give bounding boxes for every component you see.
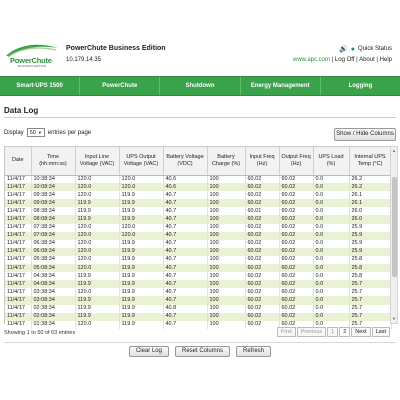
display-label: Display (4, 129, 24, 136)
table-cell: 11/4/17 (5, 272, 31, 280)
table-cell: 0.0 (313, 305, 349, 313)
table-cell: 40.7 (163, 272, 207, 280)
table-cell: 60.02 (279, 256, 313, 264)
column-header[interactable]: Date (5, 147, 31, 175)
about-link[interactable]: About (359, 57, 375, 63)
table-cell: 60.02 (245, 288, 279, 296)
table-row (5, 272, 391, 280)
table-cell: 0.0 (313, 272, 349, 280)
table-cell: 60.02 (245, 305, 279, 313)
nav-item-powerchute[interactable]: PowerChute (80, 77, 160, 95)
table-cell: 40.6 (163, 183, 207, 191)
table-cell: 119.9 (119, 199, 163, 207)
first-page-button[interactable]: First (277, 327, 296, 337)
table-cell: 119.9 (75, 207, 119, 215)
table-cell: 60.02 (245, 296, 279, 304)
table-cell: 119.9 (119, 305, 163, 313)
table-cell: 11/4/17 (5, 175, 31, 183)
table-cell: 11/4/17 (5, 296, 31, 304)
table-cell: 11/4/17 (5, 232, 31, 240)
table-cell: 119.9 (75, 215, 119, 223)
table-row (5, 199, 391, 207)
table-cell: 100 (207, 207, 245, 215)
action-buttons (0, 346, 400, 357)
logo-subtext: BUSINESS EDITION (18, 64, 47, 68)
table-cell: 60.02 (279, 288, 313, 296)
table-cell: 100 (207, 305, 245, 313)
table-cell: 119.9 (119, 264, 163, 272)
table-cell: 25.8 (349, 256, 391, 264)
table-cell: 40.7 (163, 232, 207, 240)
quick-status[interactable] (339, 45, 392, 53)
table-cell: 0.0 (313, 175, 349, 183)
table-cell: 60.02 (279, 280, 313, 288)
table-cell: 60.02 (279, 191, 313, 199)
table-cell: 119.9 (119, 215, 163, 223)
table-cell: 60.02 (279, 313, 313, 321)
table-cell: 0.0 (313, 296, 349, 304)
table-cell: 0.0 (313, 248, 349, 256)
table-cell: 60.02 (245, 199, 279, 207)
table-cell: 100 (207, 240, 245, 248)
table-cell: 11/4/17 (5, 280, 31, 288)
table-cell: 120.0 (75, 248, 119, 256)
table-cell: 119.9 (119, 272, 163, 280)
table-cell: 04:08:34 (31, 280, 75, 288)
table-cell: 120.0 (75, 183, 119, 191)
table-cell: 100 (207, 288, 245, 296)
status-icon: ● (350, 45, 355, 53)
table-cell: 40.7 (163, 199, 207, 207)
table-cell: 119.9 (119, 248, 163, 256)
column-header[interactable]: UPS Output Voltage (VAC) (119, 147, 163, 175)
table-cell: 119.9 (75, 280, 119, 288)
table-row (5, 191, 391, 199)
data-log-table (4, 146, 390, 328)
divider (4, 117, 396, 118)
table-cell: 60.02 (245, 191, 279, 199)
table-row (5, 215, 391, 223)
table-cell: 100 (207, 183, 245, 191)
per-page-select[interactable] (27, 128, 45, 137)
table-cell: 08:08:34 (31, 215, 75, 223)
table-cell: 40.7 (163, 224, 207, 232)
table-cell: 02:08:34 (31, 313, 75, 321)
page-1-button[interactable]: 1 (327, 327, 338, 337)
divider (4, 342, 396, 343)
table-cell: 11/4/17 (5, 183, 31, 191)
table-cell: 60.02 (279, 207, 313, 215)
table-cell: 60.02 (279, 232, 313, 240)
table-cell: 60.02 (279, 248, 313, 256)
clear-log-button[interactable]: Clear Log (129, 346, 169, 357)
table-cell: 60.02 (279, 264, 313, 272)
scroll-down-icon[interactable]: ▼ (392, 316, 396, 321)
table-cell: 60.02 (279, 305, 313, 313)
table-cell: 120.0 (75, 175, 119, 183)
table-cell: 119.9 (119, 313, 163, 321)
scroll-up-icon[interactable]: ▲ (392, 148, 396, 153)
table-cell: 120.0 (119, 175, 163, 183)
table-cell: 11/4/17 (5, 207, 31, 215)
table-cell: 40.7 (163, 321, 207, 329)
table-row (5, 175, 391, 183)
table-cell: 60.02 (279, 224, 313, 232)
table-cell: 0.0 (313, 240, 349, 248)
scroll-thumb[interactable] (392, 177, 397, 277)
table-cell: 120.0 (75, 256, 119, 264)
table-cell: 0.0 (313, 280, 349, 288)
table-cell: 100 (207, 321, 245, 329)
app-title: PowerChute Business Edition (66, 45, 166, 52)
table-cell: 25.7 (349, 313, 391, 321)
table-cell: 119.9 (75, 272, 119, 280)
log-off-link[interactable]: Log Off (334, 57, 355, 63)
entries-per-page-control (4, 128, 91, 137)
table-cell: 09:38:34 (31, 191, 75, 199)
table-cell: 60.02 (279, 199, 313, 207)
table-cell: 40.7 (163, 264, 207, 272)
table-cell: 60.02 (245, 256, 279, 264)
table-cell: 11/4/17 (5, 256, 31, 264)
table-cell: 60.02 (245, 280, 279, 288)
table-cell: 11/4/17 (5, 199, 31, 207)
table-cell: 100 (207, 215, 245, 223)
table-cell: 40.7 (163, 280, 207, 288)
table-cell: 11/4/17 (5, 305, 31, 313)
table-cell: 60.02 (279, 321, 313, 329)
table-cell: 60.02 (279, 215, 313, 223)
table-cell: 25.7 (349, 288, 391, 296)
table-row (5, 305, 391, 313)
table-cell: 60.02 (245, 264, 279, 272)
refresh-button[interactable]: Refresh (236, 346, 271, 357)
ip-address: 10.179.14.35 (66, 57, 102, 63)
table-cell: 60.02 (245, 272, 279, 280)
table-cell: 120.0 (75, 240, 119, 248)
table-cell: 02:38:34 (31, 305, 75, 313)
entries-per-page-label: entries per page (47, 129, 92, 136)
table-row (5, 232, 391, 240)
table-cell: 0.0 (313, 183, 349, 191)
table-cell: 11/4/17 (5, 248, 31, 256)
apc-site-link[interactable]: www.apc.com (293, 57, 331, 63)
page-title: Data Log (4, 106, 39, 115)
table-cell: 119.9 (119, 207, 163, 215)
header-links: www.apc.com | Log Off | About | Help (293, 57, 392, 63)
table-cell: 26.0 (349, 215, 391, 223)
powerchute-logo (4, 42, 60, 68)
table-cell: 26.0 (349, 207, 391, 215)
table-cell: 119.9 (75, 296, 119, 304)
table-cell: 10:08:34 (31, 183, 75, 191)
table-cell: 119.9 (119, 296, 163, 304)
page-2-button[interactable]: 2 (339, 327, 350, 337)
table-cell: 40.6 (163, 175, 207, 183)
table-body (5, 175, 391, 329)
table-cell: 25.7 (349, 321, 391, 329)
table-cell: 120.0 (119, 183, 163, 191)
quick-status-label[interactable]: Quick Status (357, 46, 392, 52)
table-cell: 08:38:34 (31, 207, 75, 215)
table-cell: 26.2 (349, 175, 391, 183)
table-cell: 04:38:34 (31, 272, 75, 280)
table-cell: 25.7 (349, 280, 391, 288)
table-cell: 119.9 (119, 191, 163, 199)
table-cell: 60.02 (245, 248, 279, 256)
table-cell: 11/4/17 (5, 264, 31, 272)
table-cell: 05:38:34 (31, 256, 75, 264)
table-cell: 60.02 (245, 175, 279, 183)
table-cell: 119.9 (119, 288, 163, 296)
table-row (5, 183, 391, 191)
table-cell: 01:38:34 (31, 321, 75, 329)
table-cell: 100 (207, 264, 245, 272)
table-cell: 0.0 (313, 207, 349, 215)
table-cell: 60.02 (245, 224, 279, 232)
table-cell: 120.0 (75, 264, 119, 272)
table-row (5, 256, 391, 264)
table-cell: 0.0 (313, 321, 349, 329)
table-cell: 100 (207, 296, 245, 304)
table-cell: 03:08:34 (31, 296, 75, 304)
table-cell: 60.02 (279, 175, 313, 183)
table-cell: 0.0 (313, 288, 349, 296)
app-header (0, 0, 400, 76)
column-header[interactable]: Output Freq (Hz) (279, 147, 313, 175)
table-cell: 119.9 (75, 313, 119, 321)
table-cell: 100 (207, 280, 245, 288)
table-cell: 25.7 (349, 305, 391, 313)
table-cell: 40.7 (163, 248, 207, 256)
table-cell: 60.02 (245, 232, 279, 240)
table-cell: 40.7 (163, 207, 207, 215)
table-cell: 25.7 (349, 296, 391, 304)
table-cell: 100 (207, 248, 245, 256)
table-cell: 11/4/17 (5, 240, 31, 248)
table-row (5, 288, 391, 296)
table-row (5, 248, 391, 256)
table-cell: 11/4/17 (5, 313, 31, 321)
column-header[interactable]: UPS Load (%) (313, 147, 349, 175)
reset-columns-button[interactable]: Reset Columns (175, 346, 230, 357)
table-cell: 05:08:34 (31, 264, 75, 272)
table-cell: 06:08:34 (31, 248, 75, 256)
table-cell: 100 (207, 256, 245, 264)
table-cell: 0.0 (313, 256, 349, 264)
table-cell: 60.02 (245, 183, 279, 191)
table-cell: 10:38:34 (31, 175, 75, 183)
main-nav (0, 76, 400, 96)
table-cell: 25.9 (349, 248, 391, 256)
table-cell: 11/4/17 (5, 215, 31, 223)
column-header[interactable]: Time (hh:mm:ss) (31, 147, 75, 175)
table-cell: 100 (207, 199, 245, 207)
table-cell: 40.7 (163, 313, 207, 321)
logo-text: PowerChute (10, 56, 52, 65)
table-cell: 0.0 (313, 191, 349, 199)
nav-item-energy-management[interactable]: Energy Management (241, 77, 321, 95)
table-cell: 40.7 (163, 191, 207, 199)
table-row (5, 296, 391, 304)
table-cell: 40.7 (163, 296, 207, 304)
table-cell: 40.7 (163, 288, 207, 296)
table-cell: 120.0 (75, 232, 119, 240)
table-cell: 100 (207, 272, 245, 280)
column-header[interactable]: Input Line Voltage (VAC) (75, 147, 119, 175)
table-cell: 100 (207, 191, 245, 199)
nav-item-shutdown[interactable]: Shutdown (160, 77, 240, 95)
table-cell: 0.0 (313, 224, 349, 232)
showing-entries-text: Showing 1 to 50 of 63 entries (4, 330, 76, 336)
table-cell: 0.0 (313, 264, 349, 272)
table-cell: 119.9 (119, 321, 163, 329)
nav-item-logging[interactable]: Logging (348, 83, 373, 89)
show-hide-columns-button[interactable]: Show / Hide Columns (334, 128, 396, 141)
table-cell: 26.1 (349, 199, 391, 207)
table-row (5, 264, 391, 272)
table-cell: 09:08:34 (31, 199, 75, 207)
table-cell: 100 (207, 232, 245, 240)
table-cell: 60.02 (245, 313, 279, 321)
table-cell: 119.9 (75, 199, 119, 207)
column-header[interactable]: Internal UPS Temp (°C) (349, 147, 391, 175)
table-row (5, 207, 391, 215)
table-cell: 25.8 (349, 264, 391, 272)
table-cell: 119.9 (75, 305, 119, 313)
table-cell: 25.8 (349, 272, 391, 280)
table-cell: 119.9 (119, 280, 163, 288)
table-cell: 60.02 (279, 296, 313, 304)
table-cell: 120.0 (75, 288, 119, 296)
table-cell: 120.0 (119, 232, 163, 240)
nav-item-smart-ups[interactable]: Smart-UPS 1500 (0, 77, 80, 95)
table-row (5, 280, 391, 288)
table-cell: 60.02 (279, 183, 313, 191)
pagination (277, 327, 390, 337)
chevron-down-icon: ▼ (37, 130, 42, 135)
table-header-row (5, 147, 391, 175)
table-cell: 100 (207, 313, 245, 321)
table-cell: 120.0 (75, 191, 119, 199)
table-row (5, 240, 391, 248)
table-cell: 120.0 (119, 224, 163, 232)
table-cell: 60.02 (245, 240, 279, 248)
table-row (5, 224, 391, 232)
table-cell: 40.7 (163, 240, 207, 248)
table-cell: 11/4/17 (5, 321, 31, 329)
table-cell: 03:38:34 (31, 288, 75, 296)
speaker-icon[interactable]: 🔊 (339, 46, 348, 53)
table-cell: 119.9 (119, 256, 163, 264)
per-page-value: 50 (29, 129, 36, 136)
table-cell: 11/4/17 (5, 191, 31, 199)
table-cell: 11/4/17 (5, 224, 31, 232)
table-cell: 60.02 (245, 215, 279, 223)
table-cell: 0.0 (313, 199, 349, 207)
previous-page-button[interactable]: Previous (297, 327, 326, 337)
table-cell: 25.9 (349, 232, 391, 240)
column-header[interactable]: Input Freq (Hz) (245, 147, 279, 175)
table-cell: 60.02 (279, 240, 313, 248)
table-cell: 120.0 (75, 321, 119, 329)
help-link[interactable]: Help (379, 57, 392, 63)
table-cell: 100 (207, 224, 245, 232)
table-cell: 60.01 (245, 207, 279, 215)
last-page-button[interactable]: Last (372, 327, 390, 337)
table-cell: 07:08:34 (31, 232, 75, 240)
table-cell: 100 (207, 175, 245, 183)
table-cell: 11/4/17 (5, 288, 31, 296)
table-cell: 06:38:34 (31, 240, 75, 248)
table-cell: 60.02 (279, 272, 313, 280)
table-cell: 25.9 (349, 240, 391, 248)
column-header[interactable]: Battery Charge (%) (207, 147, 245, 175)
next-page-button[interactable]: Next (351, 327, 370, 337)
table-cell: 26.2 (349, 183, 391, 191)
table-cell: 120.0 (75, 224, 119, 232)
table-cell: 0.0 (313, 313, 349, 321)
table-cell: 0.0 (313, 232, 349, 240)
table-cell: 26.1 (349, 191, 391, 199)
table-cell: 40.7 (163, 215, 207, 223)
table-cell: 07:38:34 (31, 224, 75, 232)
table-cell: 25.9 (349, 224, 391, 232)
table-cell: 40.7 (163, 256, 207, 264)
table-cell: 0.0 (313, 215, 349, 223)
table-scrollbar[interactable] (390, 146, 398, 324)
table-row (5, 313, 391, 321)
table-cell: 119.9 (119, 240, 163, 248)
column-header[interactable]: Battery Voltage (VDC) (163, 147, 207, 175)
table-cell: 40.8 (163, 305, 207, 313)
table-cell: 60.02 (245, 321, 279, 329)
